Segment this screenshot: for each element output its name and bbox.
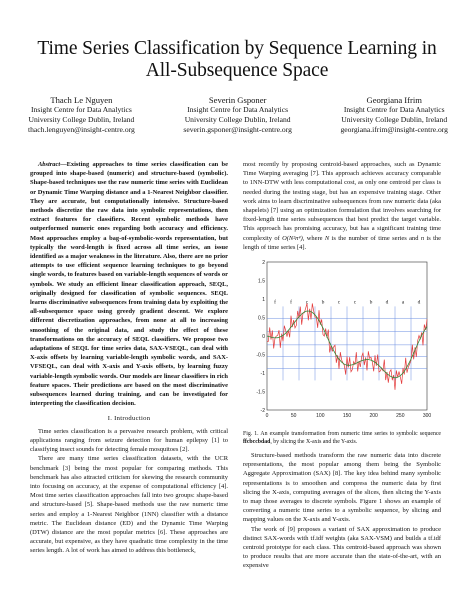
author-affiliation: Insight Centre for Data Analytics	[31, 105, 132, 114]
symbol-label: b	[321, 299, 325, 306]
right-paragraph-1-mid: , where	[302, 234, 325, 242]
left-column	[30, 160, 228, 556]
symbol-label: c	[305, 299, 309, 306]
var-N: N	[324, 234, 330, 242]
y-tick-label: 0.5	[258, 315, 265, 322]
symbol-label: d	[385, 299, 389, 306]
symbol-label: c	[353, 299, 357, 306]
x-tick-label: 250	[396, 413, 405, 420]
symbol-label: c	[337, 299, 341, 306]
author-institution: University College Dublin, Ireland	[28, 115, 135, 124]
right-paragraph-1	[243, 160, 441, 252]
author-email: thach.lenguyen@insight-centre.org	[28, 125, 135, 134]
author-institution: University College Dublin, Ireland	[184, 115, 291, 124]
author-email: georgiana.ifrim@insight-centre.org	[340, 125, 448, 134]
author-email: severin.gsponer@insight-centre.org	[183, 125, 292, 134]
figure-1-plot	[251, 256, 433, 424]
paper-title	[0, 38, 474, 82]
y-tick-label: 0	[262, 334, 265, 341]
symbol-label: f	[290, 299, 292, 306]
y-tick-label: -1.5	[256, 389, 265, 396]
author-block	[28, 95, 448, 135]
right-paragraph-2: Structure-based methods transform the raw numeric data into discrete representations, the most popular among them being the Symbolic Aggregate Approximation (SAX) [8]. The key idea behind many symbolic representations is to smoothen and compress the numeric data by first slicing the X-axis, computing averages of the slices, then slicing the Y-axis to map those averages to discrete symbols. Figure 1 shows an example of converting a numeric time series to a symbolic sequence, by slicing and mapping values on the X-axis and Y-axis.	[243, 452, 441, 524]
title-line-2: All-Subsequence Space	[145, 60, 329, 81]
abstract-label: Abstract	[38, 161, 61, 168]
author-name: Thach Le Nguyen	[50, 95, 113, 105]
author-1	[28, 95, 135, 135]
abstract	[30, 160, 228, 408]
symbol-label: b	[369, 299, 373, 306]
y-tick-label: -1	[260, 371, 265, 378]
figure-caption	[243, 430, 441, 446]
x-tick-label: 150	[342, 413, 352, 420]
y-tick-label: -0.5	[256, 352, 265, 359]
right-paragraph-1-end: is the length of time series [4].	[243, 234, 441, 251]
title-line-1: Time Series Classification by Sequence Learning in	[37, 38, 437, 59]
figure-1	[243, 256, 441, 426]
x-tick-label: 300	[422, 413, 432, 420]
symbol-label: f	[274, 299, 276, 306]
author-name: Georgiana Ifrim	[366, 95, 422, 105]
figure-caption-prefix: Fig. 1. An example transformation from numeric time series to symbolic sequence	[243, 431, 441, 438]
x-tick-label: 50	[290, 413, 297, 420]
y-tick-label: 2	[262, 260, 265, 267]
right-paragraph-1-text: most recently by proposing centroid-based approaches, such as Dynamic Time Warping averaging [7]. This approach achieves accuracy comparable to 1NN-DTW with less computational cost, as only one centroid per class is needed during the testing stage, but has an expensive training stage. Other work aims to learn discriminative subsequences from raw numeric data (aka shapelets) [7] using an optimization formulation that involves searching for fixed-length time series subsequences that best predict the target variable. This approach has promising accuracy, but has a significant training time complexity of	[243, 161, 441, 242]
complexity-formula: O(N²n⁴)	[282, 234, 303, 242]
section-heading: I. Introduction	[107, 415, 151, 423]
author-institution: University College Dublin, Ireland	[341, 115, 448, 124]
author-3	[340, 95, 448, 135]
right-paragraph-3: The work of [9] proposes a variant of SAX approximation to produce distinct SAX-words with tf.idf weights (aka SAX-VSM) and builds a tf.idf centroid prototype for each class. This centroid-based approach was shown to produce results that are more accurate than the state-of-the-art, with an expensive	[243, 525, 441, 570]
x-tick-label: 100	[316, 413, 325, 420]
symbol-label: a	[401, 299, 405, 306]
figure-caption-suffix: , by slicing the X-axis and the Y-axis.	[270, 439, 358, 446]
y-tick-label: -2	[260, 408, 265, 415]
author-affiliation: Insight Centre for Data Analytics	[187, 105, 289, 114]
intro-paragraph-1: Time series classification is a pervasive research problem, with critical applications ranging from seizure detection for human epilepsy [1] to classifying insect sounds for detecting female mosquitoes [2].	[30, 427, 228, 454]
y-tick-label: 1.5	[258, 278, 265, 285]
x-tick-label: 200	[369, 413, 378, 420]
author-name: Severin Gsponer	[208, 95, 267, 105]
abstract-text: —Existing approaches to time series classification can be grouped into shape-based (numeric) and structure-based (symbolic). Shape-based techniques use the raw numeric time series with Euclidean or Dynamic Time Warping distance and a 1-Nearest Neighbor classifier. They are accurate, but computationally intensive. Structure-based methods discretize the raw data into symbolic representations, then extract features for classifiers. Recent symbolic methods have outperformed numeric ones regarding both accuracy and efficiency. Most approaches employ a bag-of-symbolic-words representation, but typically the word-length is fixed across all time series, an issue identified as a major weakness in the literature. Also, there are no prior attempts to use efficient sequence learning techniques to go beyond single words, to features based on variable-length sequences of words or symbols. We study an efficient linear classification approach, SEQL, originally designed for classification of symbolic sequences. SEQL learns discriminative subsequences from training data by exploiting the all-subsequence space using greedy gradient descent. We explore different discretization approaches, from none at all to increasing smoothing of the original data, and study the effect of these transformations on the accuracy of SEQL classifiers. We propose two adaptations of SEQL for time series data, SAX-VSEQL, can deal with X-axis offsets by learning variable-length symbolic words, and SAX-VFSEQL, can deal with X-axis and Y-axis offsets, by learning fuzzy variable-length symbolic words. Our models are linear classifiers in rich feature spaces. Their predictions are based on the most discriminative subsequences learned during training, and can be investigated for interpreting the classification decision.	[30, 161, 228, 408]
right-column	[243, 160, 441, 571]
intro-paragraph-2: There are many time series classification datasets, with the UCR benchmark [3] being the most popular for comparing methods. This benchmark has also attracted criticism for skewing the research community into focusing on accuracy, at the expense of computational efficiency [4]. Most time series classification approaches fall into two groups: shape-based and structure-based [5]. Shape-based methods use the raw numeric time series and employ a 1-Nearest Neighbor (1NN) classifier with a distance metric. The Euclidean distance (ED) and the Dynamic Time Warping (DTW) distance are the most popular metrics [6]. These approaches are accurate, but expensive, as they have quadratic time complexity in the time series length. A lot of work has aimed to address this bottleneck,	[30, 455, 228, 555]
var-n: n	[420, 234, 425, 242]
figure-caption-sequence: ffcbccbdad	[243, 439, 271, 446]
author-affiliation: Insight Centre for Data Analytics	[343, 105, 445, 114]
x-tick-label: 0	[265, 413, 269, 420]
symbol-label: d	[417, 299, 421, 306]
author-2	[183, 95, 292, 135]
y-tick-label: 1	[262, 297, 265, 304]
right-paragraph-1-mid2: is the number of time series and	[329, 234, 421, 242]
